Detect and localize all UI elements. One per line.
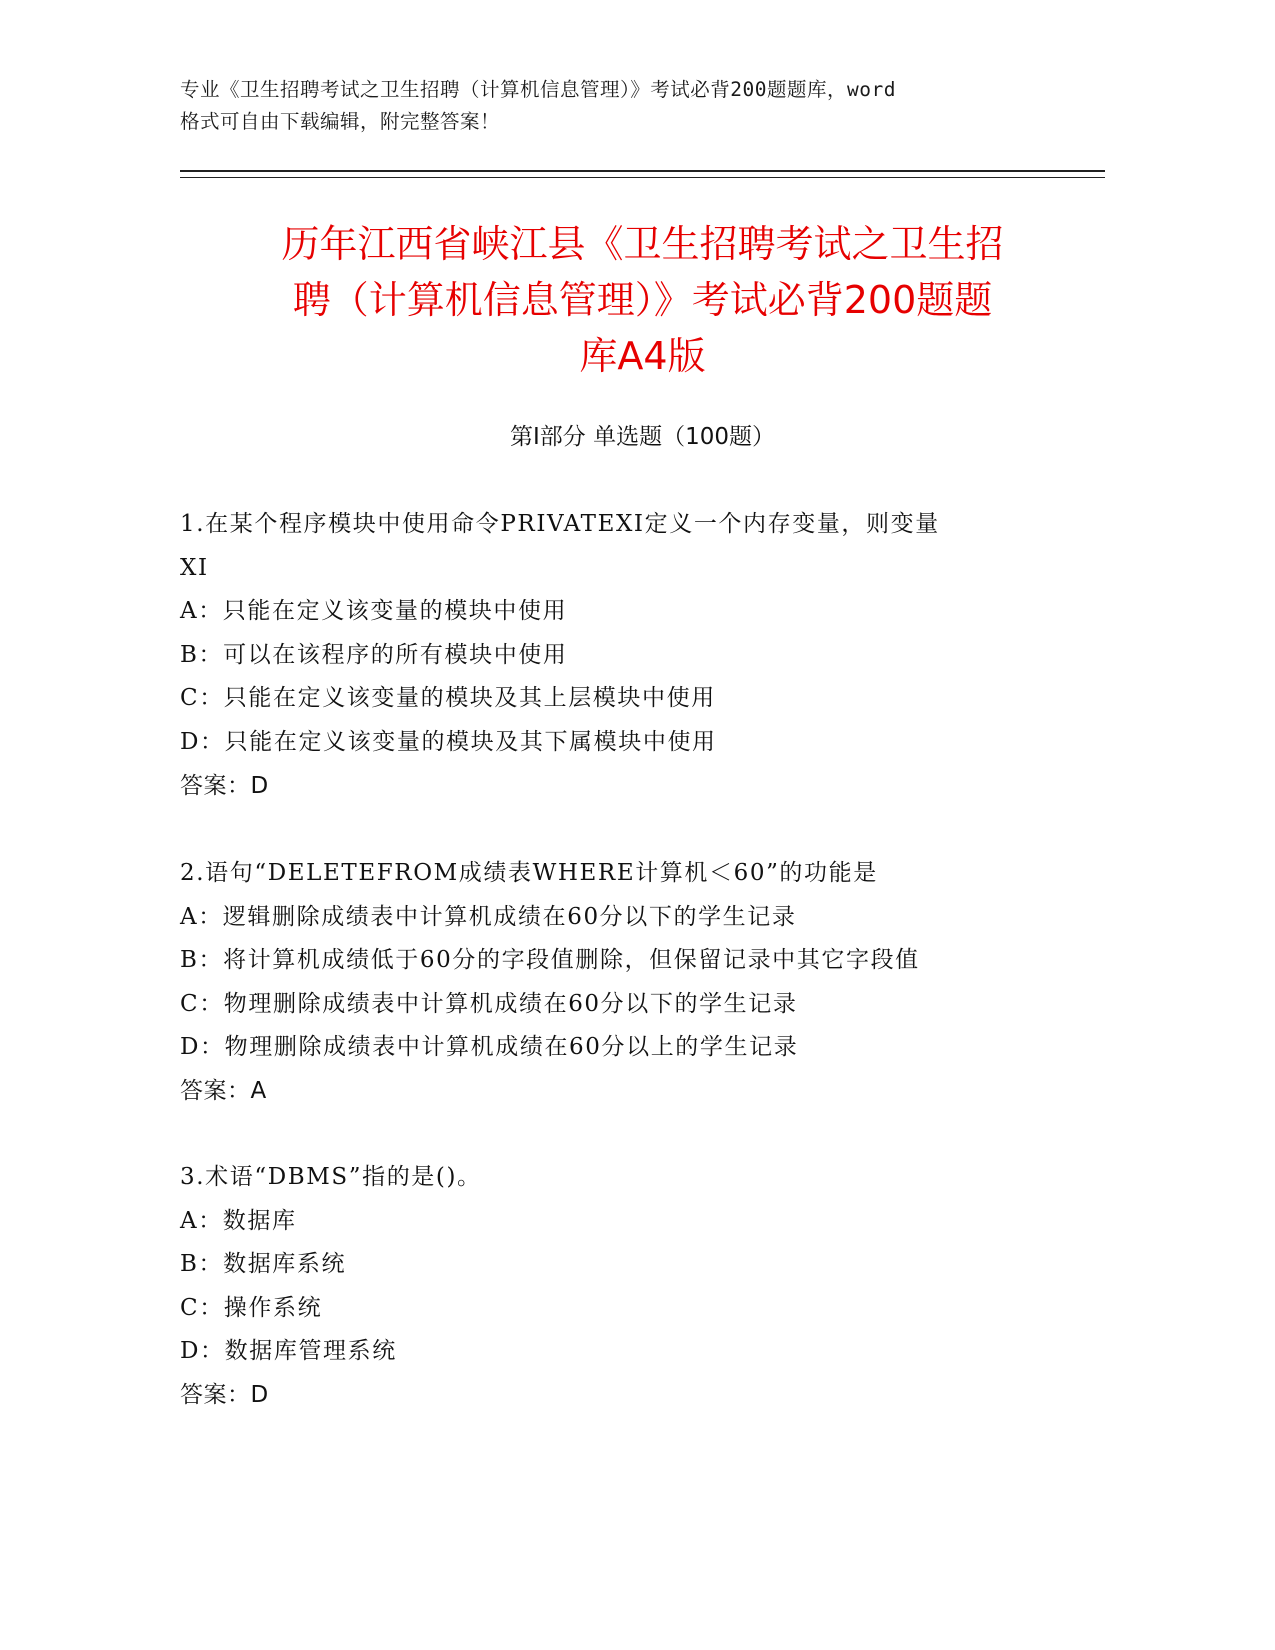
option-d: D：只能在定义该变量的模块及其下属模块中使用 [180,728,717,755]
header-divider-thin [180,177,1105,178]
option-b: B：可以在该程序的所有模块中使用 [180,641,568,668]
question-stem-continued: XI [180,554,209,581]
document-title-line-3: 库A4版 [579,334,706,378]
question-stem: 2.语句“DELETEFROM成绩表WHERE计算机＜60”的功能是 [180,860,878,886]
header-note-line-1: 专业《卫生招聘考试之卫生招聘（计算机信息管理）》考试必背200题题库，word [180,78,896,101]
option-c: C：只能在定义该变量的模块及其上层模块中使用 [180,685,716,712]
option-b: B：数据库系统 [180,1251,347,1278]
document-title-line-2: 聘（计算机信息管理）》考试必背200题题 [292,278,993,322]
answer: 答案：D [180,1381,269,1408]
header-note-line-2: 格式可自由下载编辑，附完整答案！ [180,110,501,133]
option-c: C：操作系统 [180,1294,323,1321]
question-2 [180,852,1080,1114]
header-divider-thick [180,170,1105,172]
answer: 答案：D [180,772,269,799]
header-note [180,74,1060,138]
question-3 [180,1156,1080,1418]
option-b: B：将计算机成绩低于60分的字段值删除，但保留记录中其它字段值 [180,947,920,974]
option-d: D：物理删除成绩表中计算机成绩在60分以上的学生记录 [180,1034,799,1061]
option-a: A：数据库 [180,1207,297,1234]
document-title-line-1: 历年江西省峡江县《卫生招聘考试之卫生招 [281,222,1004,266]
question-stem: 3.术语“DBMS”指的是()。 [180,1164,482,1190]
answer: 答案：A [180,1077,267,1104]
option-c: C：物理删除成绩表中计算机成绩在60分以下的学生记录 [180,990,798,1017]
question-1 [180,503,1080,808]
option-a: A：逻辑删除成绩表中计算机成绩在60分以下的学生记录 [180,903,797,930]
option-d: D：数据库管理系统 [180,1338,397,1365]
option-a: A：只能在定义该变量的模块中使用 [180,598,568,625]
document-title [180,216,1105,384]
question-stem: 1.在某个程序模块中使用命令PRIVATEXI定义一个内存变量，则变量 [180,511,940,537]
section-heading: 第I部分 单选题（100题） [510,424,775,450]
